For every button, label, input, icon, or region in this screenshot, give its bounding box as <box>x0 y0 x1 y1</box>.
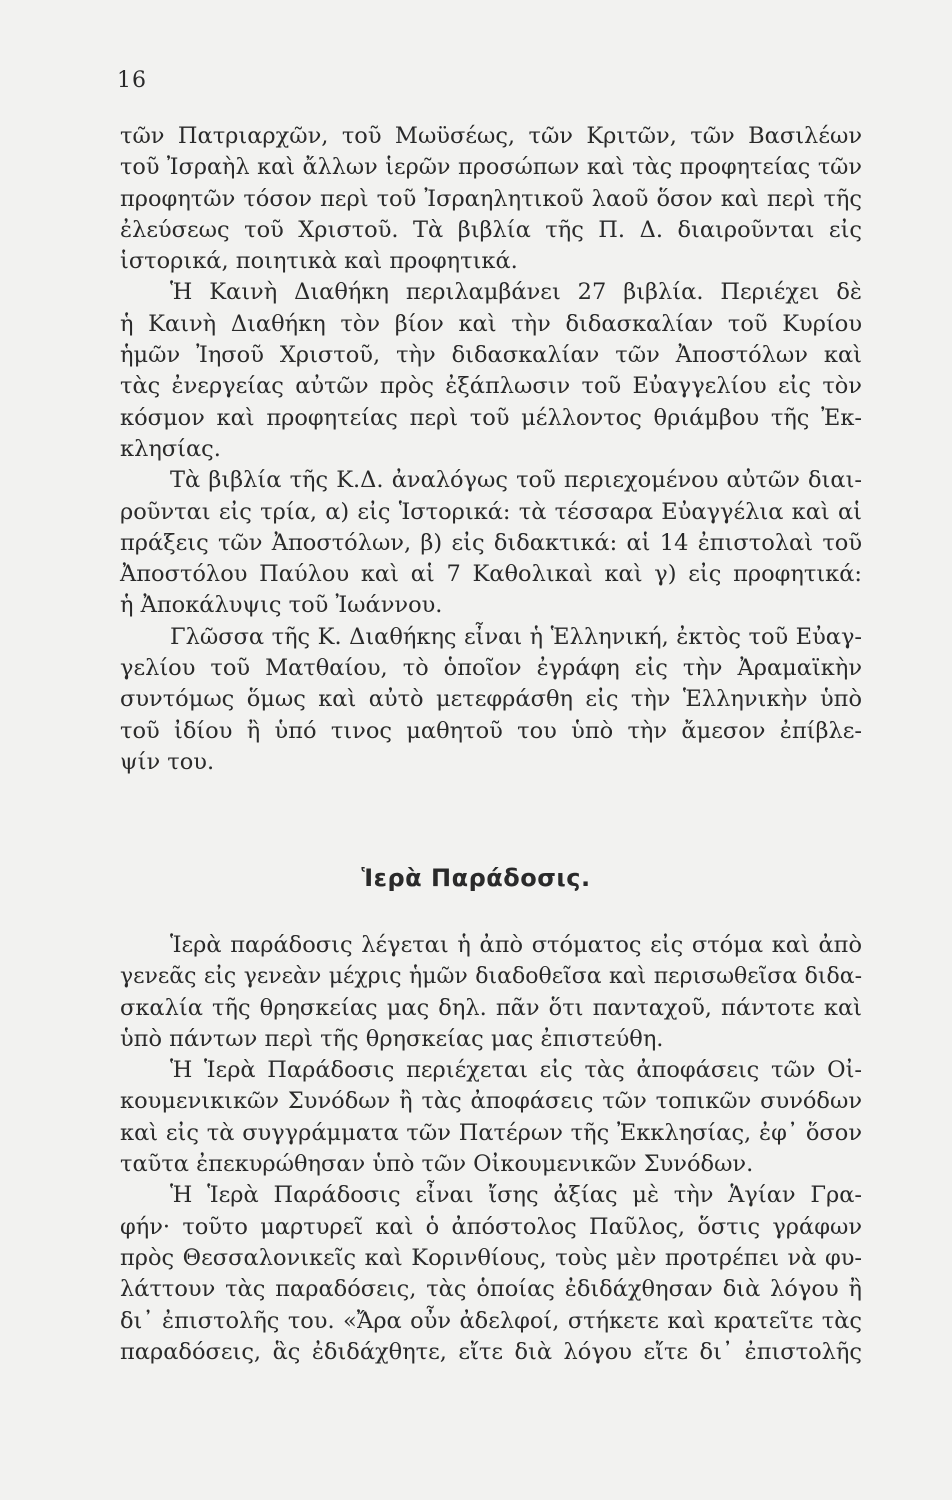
text-line: δι᾽ ἐπιστολῆς του. «Ἄρα οὖν ἀδελφοί, στήκετε καὶ κρατεῖτε τὰς <box>120 1307 862 1334</box>
text-line: ἱστορικά, ποιητικὰ καὶ προφητικά. <box>120 248 518 275</box>
text-line: Ἀποστόλου Παύλου καὶ αἱ 7 Καθολικαὶ καὶ γ) εἰς προφητικά: <box>120 561 862 588</box>
text-line: παραδόσεις, ἃς ἐδιδάχθητε, εἴτε διὰ λόγου εἴτε δι᾽ ἐπιστολῆς <box>120 1338 862 1365</box>
text-line: Ἡ Ἱερὰ Παράδοσις περιέχεται εἰς τὰς ἀποφάσεις τῶν Οἰ- <box>170 1057 862 1084</box>
text-line: ροῦνται εἰς τρία, α) εἰς Ἱστορικά: τὰ τέσσαρα Εὐαγγέλια καὶ αἱ <box>120 498 862 525</box>
text-line: ἐλεύσεως τοῦ Χριστοῦ. Τὰ βιβλία τῆς Π. Δ. διαιροῦνται εἰς <box>120 216 862 243</box>
text-line: ταῦτα ἐπεκυρώθησαν ὑπὸ τῶν Οἰκουμενικῶν Συνόδων. <box>120 1151 754 1178</box>
text-line: τῶν Πατριαρχῶν, τοῦ Μωϋσέως, τῶν Κριτῶν, τῶν Βασιλέων <box>120 123 862 149</box>
text-line: γελίου τοῦ Ματθαίου, τὸ ὁποῖον ἐγράφη εἰς τὴν Ἀραμαϊκὴν <box>120 655 862 682</box>
section-heading: Ἱερὰ Παράδοσις. <box>361 864 591 892</box>
text-line: ἡμῶν Ἰησοῦ Χριστοῦ, τὴν διδασκαλίαν τῶν Ἀποστόλων καὶ <box>120 342 862 369</box>
text-line: κλησίας. <box>120 435 221 462</box>
text-line: πρὸς Θεσσαλονικεῖς καὶ Κορινθίους, τοὺς μὲν προτρέπει νὰ φυ- <box>120 1244 862 1271</box>
text-line: λάττουν τὰς παραδόσεις, τὰς ὁποίας ἐδιδάχθησαν διὰ λόγου ἢ <box>120 1276 862 1303</box>
text-line: προφητῶν τόσον περὶ τοῦ Ἰσραηλητικοῦ λαοῦ ὅσον καὶ περὶ τῆς <box>120 185 862 212</box>
text-line: γενεᾶς εἰς γενεὰν μέχρις ἡμῶν διαδοθεῖσα καὶ περισωθεῖσα διδα- <box>120 964 862 990</box>
text-line: πράξεις τῶν Ἀποστόλων, β) εἰς διδακτικά: αἱ 14 ἐπιστολαὶ τοῦ <box>120 529 862 556</box>
text-line: καὶ εἰς τὰ συγγράμματα τῶν Πατέρων τῆς Ἐκκλησίας, ἐφ᾽ ὅσον <box>120 1119 862 1146</box>
text-line: κόσμον καὶ προφητείας περὶ τοῦ μέλλοντος θριάμβου τῆς Ἐκ- <box>120 404 862 431</box>
text-line: κουμενικικῶν Συνόδων ἢ τὰς ἀποφάσεις τῶν τοπικῶν συνόδων <box>120 1088 862 1115</box>
text-line: ἡ Ἀποκάλυψις τοῦ Ἰωάννου. <box>120 592 443 619</box>
text-line: Τὰ βιβλία τῆς Κ.Δ. ἀναλόγως τοῦ περιεχομένου αὐτῶν διαι- <box>170 467 862 494</box>
text-line: ψίν του. <box>120 748 215 775</box>
page-number: 16 <box>117 68 147 93</box>
text-line: Γλῶσσα τῆς Κ. Διαθήκης εἶναι ἡ Ἑλληνική, ἐκτὸς τοῦ Εὐαγ- <box>170 623 862 650</box>
body-text-section-1 <box>120 121 862 778</box>
text-line: Ἡ Καινὴ Διαθήκη περιλαμβάνει 27 βιβλία. Περιέχει δὲ <box>170 279 862 306</box>
text-line: σκαλία τῆς θρησκείας μας δηλ. πᾶν ὅτι πανταχοῦ, πάντοτε καὶ <box>120 994 862 1021</box>
text-line: τοῦ Ἰσραὴλ καὶ ἄλλων ἱερῶν προσώπων καὶ τὰς προφητείας τῶν <box>120 154 862 181</box>
text-line: Ἱερὰ παράδοσις λέγεται ἡ ἀπὸ στόματος εἰς στόμα καὶ ἀπὸ <box>170 932 862 958</box>
text-line: ὑπὸ πάντων περὶ τῆς θρησκείας μας ἐπιστεύθη. <box>120 1025 664 1052</box>
text-line: συντόμως ὅμως καὶ αὐτὸ μετεφράσθη εἰς τὴν Ἑλληνικὴν ὑπὸ <box>120 686 862 713</box>
text-line: ἡ Καινὴ Διαθήκη τὸν βίον καὶ τὴν διδασκαλίαν τοῦ Κυρίου <box>120 310 862 337</box>
text-line: τοῦ ἰδίου ἢ ὑπό τινος μαθητοῦ του ὑπὸ τὴν ἄμεσον ἐπίβλε- <box>120 717 862 744</box>
body-text-section-2 <box>120 930 862 1368</box>
text-line: Ἡ Ἱερὰ Παράδοσις εἶναι ἴσης ἀξίας μὲ τὴν Ἁγίαν Γρα- <box>170 1182 862 1209</box>
text-line: φήν· τοῦτο μαρτυρεῖ καὶ ὁ ἀπόστολος Παῦλος, ὅστις γράφων <box>120 1213 862 1240</box>
text-line: τὰς ἐνεργείας αὐτῶν πρὸς ἐξάπλωσιν τοῦ Εὐαγγελίου εἰς τὸν <box>120 373 862 400</box>
